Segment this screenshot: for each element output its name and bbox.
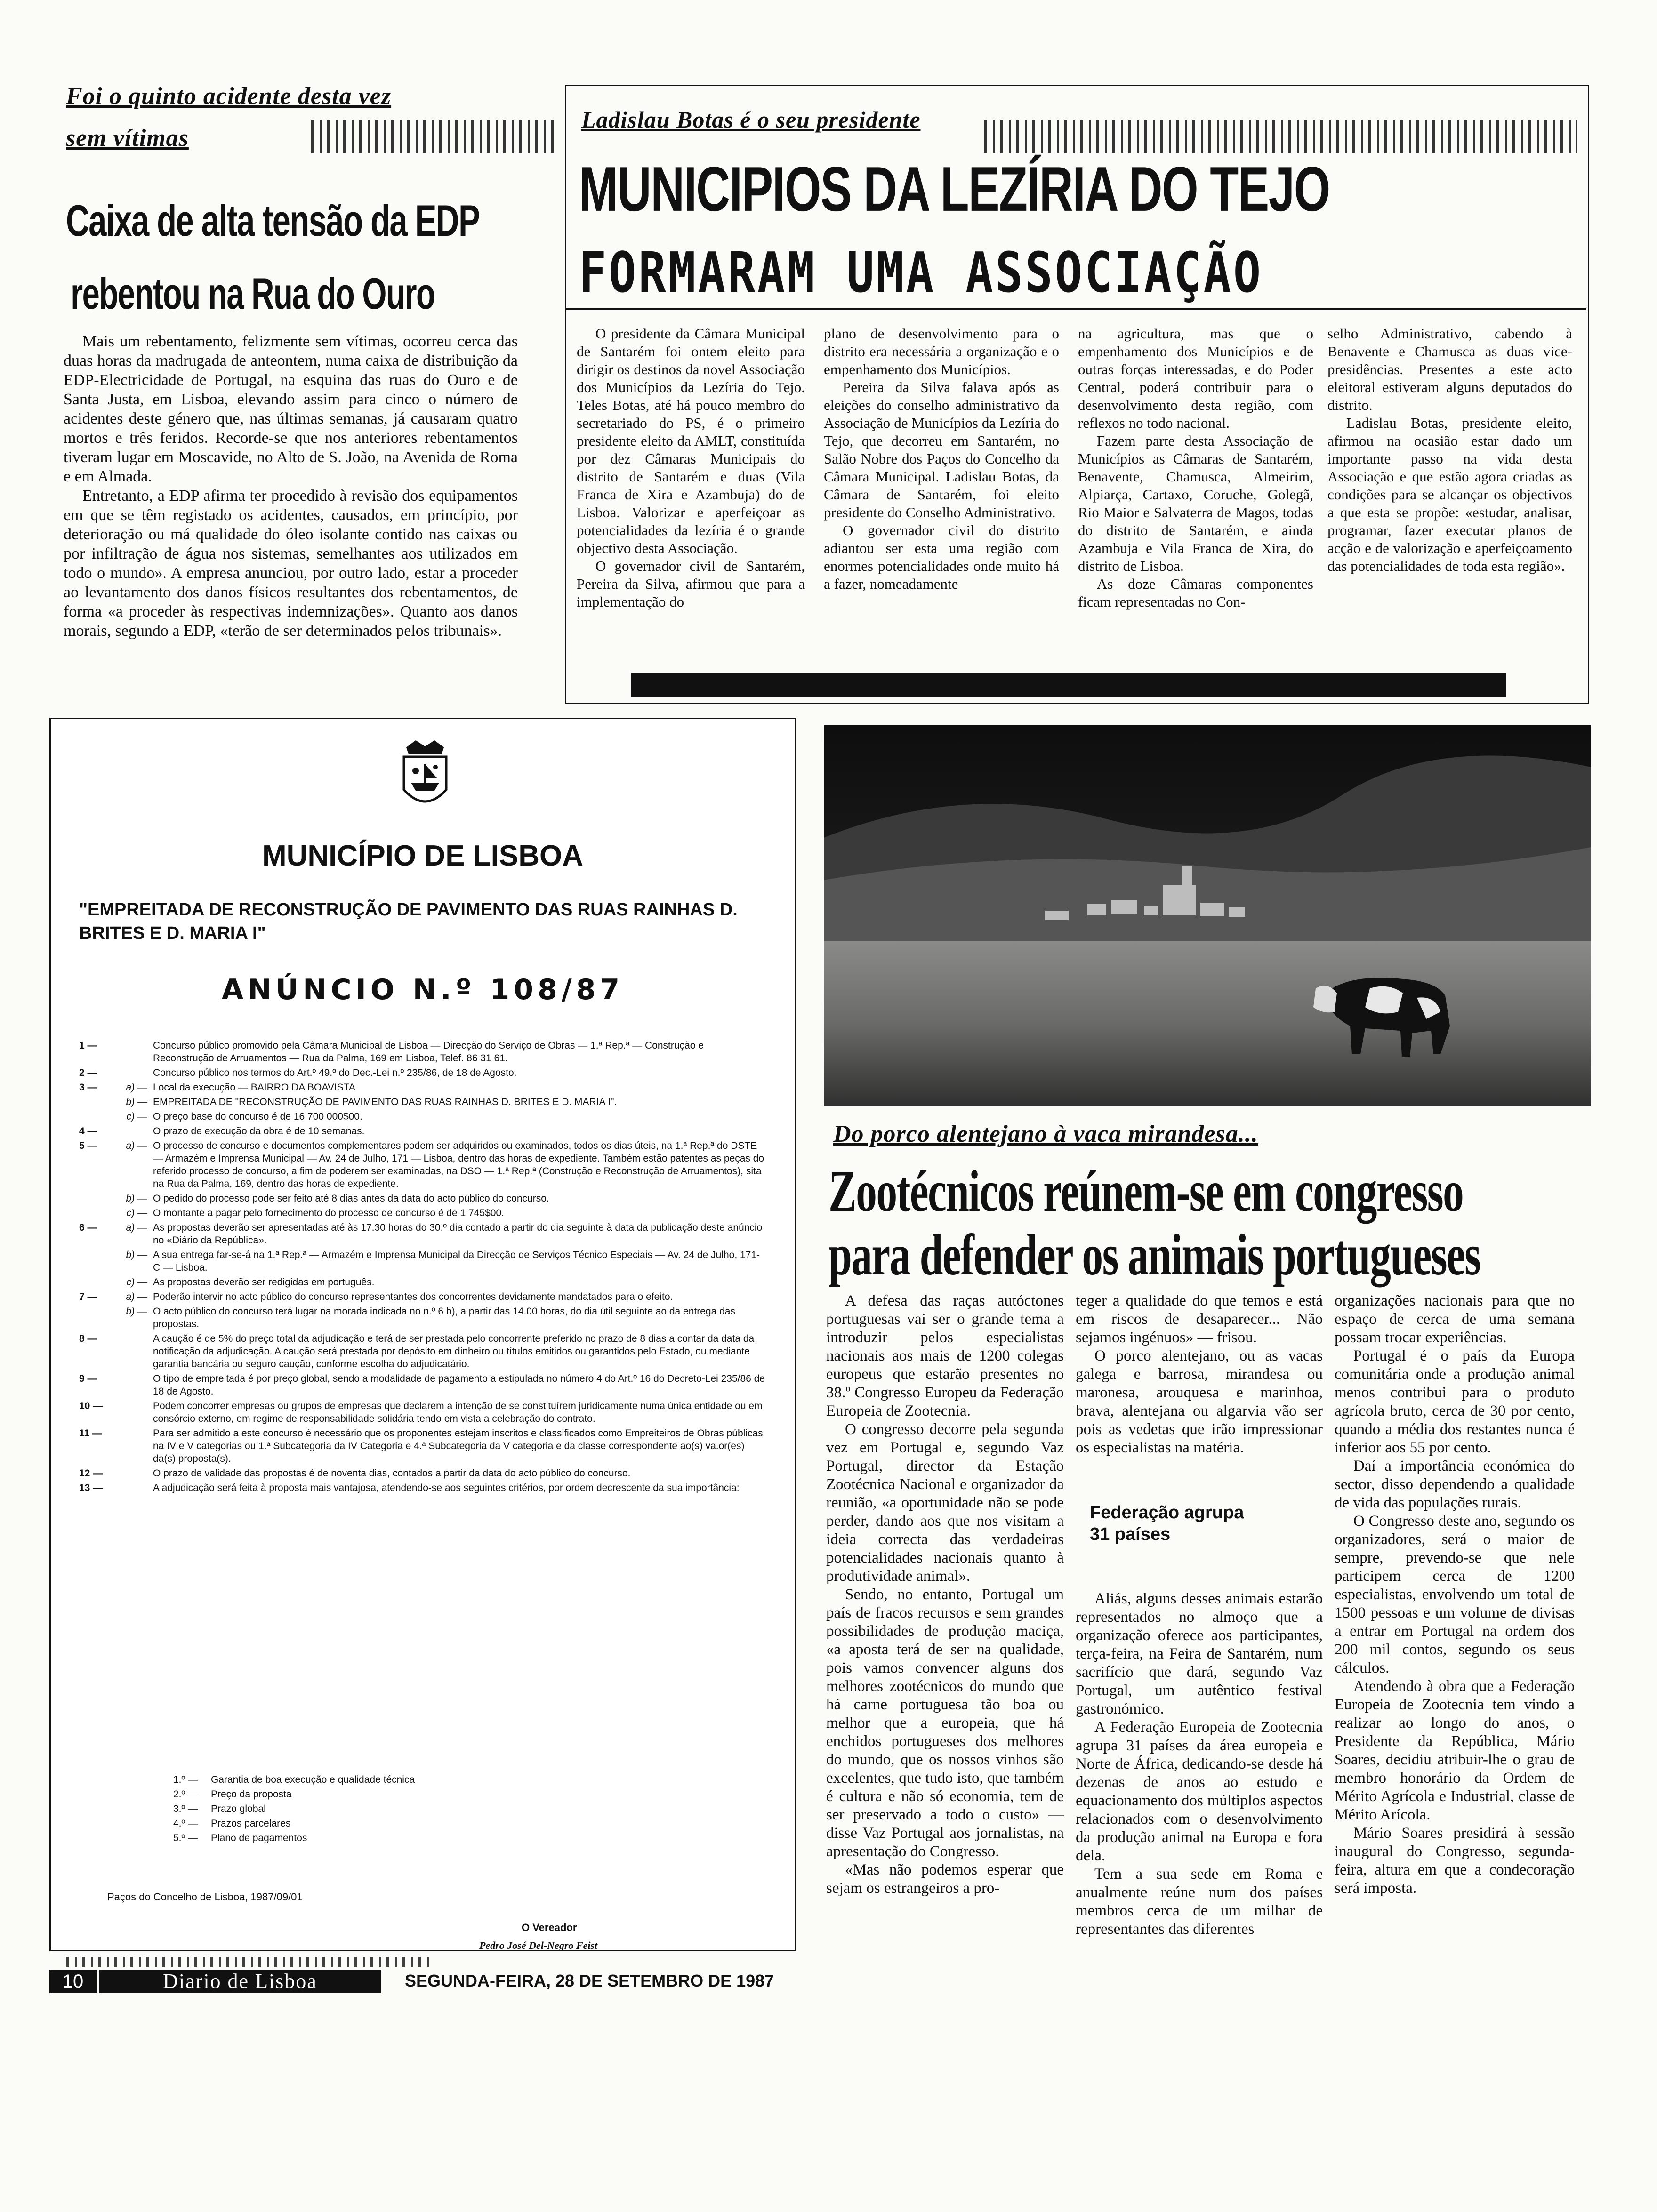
headline-municipios-line-2: FORMARAM UMA ASSOCIAÇÃO [579,240,1263,305]
ad-clause-text: Para ser admitido a este concurso é necessário que os proponentes estejam inscritos e classificados como Empreiteiros de Obras públicas na IV e V categorias ou 1.ª Subcategoria da IV Categoria e 4.ª Subcategoria da V categoria e da classe correspondente ao(s) va.or(es) da(s) proposta(s). [153,1428,763,1464]
ad-clauses [79,1039,766,1496]
ad-clause-sub: a) — [126,1222,147,1233]
zootecnia-col-1 [826,1292,1064,1898]
ad-clause [79,1372,766,1398]
article-paragraph: Fazem parte desta Associação de Municípios as Câmaras de Santarém, Benavente, Chamusca, Almeirim, Alpiarça, Cartaxo, Coruche, Golegã, Rio Maior e Salvaterra de Magos, todas do distrito de Santarém, e ainda Azambuja e Vila Franca de Xira, do distrito de Lisboa. [1078,433,1313,574]
ad-criterion-text: Prazos parcelares [211,1818,291,1829]
ad-clause [79,1096,766,1108]
ad-criterion [173,1817,597,1830]
ad-clause-text: O preço base do concurso é de 16 700 000$00. [153,1111,362,1122]
ad-clause [79,1192,766,1205]
article-paragraph: selho Administrativo, cabendo à Benavente e Chamusca as duas vice-presidências. Presentes a este acto eleitoral estiveram alguns deputados do distrito. [1327,325,1572,413]
ad-clause-sub: a) — [126,1140,147,1151]
footer-page-number-box [49,1970,97,1993]
ad-clause-text: Poderão intervir no acto público do concurso representantes dos concorrentes devidamente mandatados para o efeito. [153,1291,673,1302]
ad-criterion-text: Preço da proposta [211,1789,292,1800]
zootecnia-col-3 [1335,1292,1575,1898]
ad-notice-number: ANÚNCIO N.º 108/87 [221,973,624,1006]
article-paragraph: Aliás, alguns desses animais estarão representados no almoço que a organização oferece aos participantes, terça-feira, na Feira de Santarém, num sacrifício que dará, segundo Vaz Portugal, um autêntico festival gastronómico. [1076,1590,1323,1717]
ad-clause-sub: b) — [126,1306,147,1317]
article-paragraph: O congresso decorre pela segunda vez em Portugal e, segundo Vaz Portugal, director da Estação Zootécnica Nacional e organizador da reunião, «a oportunidade não se pode perder, dando aos que nos visitam a ideia correcta das verdadeiras potencialidades nacionais quanto à produtividade animal». [826,1421,1064,1585]
ad-clause-number: 13 — [79,1483,103,1493]
kicker-porco: Do porco alentejano à vaca mirandesa... [833,1121,1258,1147]
ad-criterion-rank: 2.º — [173,1789,198,1800]
kicker-line-2: sem vítimas [66,125,189,152]
article-paragraph: Entretanto, a EDP afirma ter procedido à revisão dos equipamentos em que se têm registado os acidentes, causados, em princípio, por deterioração ou má qualidade do óleo isolante contido nas caixas ou por infiltração de água nos sistemas, semelhantes aos utilizados em todo o mundo». A empresa anunciou, por outro lado, estar a proceder ao levantamento dos danos físicos resultantes dos rebentamentos, de forma «a proceder às respectivas indemnizações». Quanto aos danos morais, segundo a EDP, «terão de ser determinados pelos tribunais». [64,487,518,640]
ad-clause-text: As propostas deverão ser apresentadas até às 17.30 horas do 30.º dia contado a partir do dia seguinte à data da publicação deste anúncio no «Diário da República». [153,1222,763,1246]
landscape-with-cow-image [824,725,1591,1106]
article-paragraph: Mais um rebentamento, felizmente sem vítimas, ocorreu cerca das duas horas da madrugada de anteontem, numa caixa de distribuição da EDP-Electricidade de Portugal, na esquina das ruas do Ouro e de Santa Justa, em Lisboa, elevando assim para cinco o número de acidentes deste género que, nas últimas semanas, já causaram quatro mortos e três feridos. Recorde-se que nos anteriores rebentamentos tiveram lugar em Moscavide, no Alto de S. João, na Avenida de Roma e em Almada. [64,333,518,485]
lisbon-coat-of-arms-icon [397,738,453,818]
masthead: Diario de Lisboa [163,1970,317,1993]
ad-clause-sub: c) — [126,1208,147,1218]
ad-clause-sub: b) — [126,1250,147,1260]
ad-clause [79,1276,766,1289]
headline-zootecnicos-line-1: Zootécnicos reúnem-se em congresso [828,1159,1464,1225]
ad-clause [79,1039,766,1065]
ad-criterion [173,1773,597,1786]
ad-criterion [173,1803,597,1815]
ad-clause-text: A sua entrega far-se-á na 1.ª Rep.ª — Armazém e Imprensa Municipal da Direcção de Serviços Técnico Especiais — Av. 24 de Julho, 171-C — Lisboa. [153,1250,760,1273]
ad-signer-name: Pedro José Del-Negro Feist [479,1940,598,1951]
ad-clause-number: 12 — [79,1468,103,1479]
ad-clause-number: 9 — [79,1373,97,1384]
ad-clause-text: A adjudicação será feita à proposta mais vantajosa, atendendo-se aos seguintes critérios, por ordem decrescente da sua importância: [153,1483,740,1493]
article-paragraph: As doze Câmaras componentes ficam representadas no Con- [1078,576,1313,610]
ad-clause-number: 4 — [79,1126,97,1137]
ad-criterion-rank: 3.º — [173,1803,198,1814]
footer-decorative-strip [66,1957,433,1967]
ad-clause-sub: a) — [126,1291,147,1302]
subhead-line-2: 31 países [1090,1524,1171,1544]
degraded-print-strip [311,120,560,153]
ad-clause-sub [112,1039,153,1065]
ad-clause-text: Concurso público promovido pela Câmara Municipal de Lisboa — Direcção do Serviço de Obras — 1.ª Rep.ª — Construção e Reconstrução de Arruamentos — Rua da Palma, 169 em Lisboa, Telef. 86 31 61. [153,1040,704,1064]
ad-clause-number [79,1276,112,1289]
cow-field-photo [824,725,1591,1106]
ad-clause-sub: a) — [126,1082,147,1093]
ad-clause-number [79,1249,112,1274]
ad-clause-number [79,1192,112,1205]
article-paragraph: A Federação Europeia de Zootecnia agrupa 31 países da área europeia e Norte de África, dedicando-se desde há dezenas de anos ao estudo e equacionamento dos múltiplos aspectos relacionados com o desenvolvimento da produção animal na Europa e fora dela. [1076,1719,1323,1864]
article-paragraph: «Mas não podemos esperar que sejam os estrangeiros a pro- [826,1861,1064,1897]
ad-clause-number: 1 — [79,1040,97,1051]
ad-clause-sub [112,1332,153,1370]
ad-clause-number: 10 — [79,1401,103,1411]
ad-criterion-rank: 1.º — [173,1774,198,1785]
article-paragraph: A defesa das raças autóctones portuguesas vai ser o grande tema a introduzir pelos especialistas nacionais aos mais de 1200 colegas europeus que estarão presentes no 38.º Congresso Europeu da Federação Europeia de Zootecnia. [826,1292,1064,1419]
article-paragraph: O governador civil de Santarém, Pereira da Silva, afirmou que para a implementação do [577,558,805,610]
ad-clause-text: As propostas deverão ser redigidas em português. [153,1277,375,1288]
ad-clause [79,1305,766,1330]
article-paragraph: Pereira da Silva falava após as eleições do conselho administrativo da Associação de Municípios da Lezíria do Tejo, que decorreu em Santarém, no Salão Nobre dos Paços do Concelho da Câmara Municipal. Ladislau Botas, da Câmara de Santarém, foi eleito presidente do Conselho Administrativo. [824,379,1059,521]
ad-clause [79,1249,766,1274]
ad-criterion-text: Garantia de boa execução e qualidade técnica [211,1774,415,1785]
article-paragraph: teger a qualidade do que temos e está em riscos de desaparecer... Não sejamos ingénuos» — frisou. [1076,1292,1323,1346]
ad-clause-number [79,1305,112,1330]
ad-clause-number: 8 — [79,1333,97,1344]
ad-clause-number: 11 — [79,1428,103,1439]
association-col-3 [1078,325,1313,611]
association-col-2 [824,325,1059,593]
article-paragraph: na agricultura, mas que o empenhamento dos Municípios e de outras forças interessadas, e do Poder Central, poderá contribuir para o desenvolvimento desta região, com reflexos no todo nacional. [1078,325,1313,431]
ad-clause-text: A caução é de 5% do preço total da adjudicação e terá de ser prestada pelo concorrente preferido no prazo de 8 dias a contar da data da notificação da adjudicação. A caução será prestada por depósito em dinheiro ou títulos emitidos ou garantidos pelo Estado, ou mediante garantia bancária ou seguro caução, conforme escolha do adjudicatário. [153,1333,755,1370]
ad-criterion [173,1832,597,1844]
article-paragraph: O porco alentejano, ou as vacas galega e barrosa, mirandesa ou maronesa, arouquesa e marinhoa, brava, alentejana ou algarvia vão ser pois as vedetas que irão impressionar os especialistas na matéria. [1076,1347,1323,1456]
ad-clause-sub [112,1066,153,1079]
kicker-line-1: Foi o quinto acidente desta vez [66,83,392,110]
ad-clause [79,1207,766,1219]
association-bottom-bar [631,673,1506,697]
article-paragraph: Daí a importância económica do sector, disso dependendo a qualidade de vida das populações rurais. [1335,1458,1575,1511]
ad-place-date: Paços do Concelho de Lisboa, 1987/09/01 [107,1891,303,1903]
ad-clause-sub [112,1482,153,1494]
headline-underline [565,308,1586,310]
lisbon-ad-box [49,718,796,1951]
ad-clause-text: Local da execução — BAIRRO DA BOAVISTA [153,1082,355,1093]
ad-clause-number: 5 — [79,1140,97,1151]
ad-clause-text: EMPREITADA DE "RECONSTRUÇÃO DE PAVIMENTO DAS RUAS RAINHAS D. BRITES E D. MARIA I". [153,1097,617,1107]
article-paragraph: O governador civil do distrito adiantou ser esta uma região com enormes potencialidades onde muito há a fazer, nomeadamente [824,522,1059,592]
ad-clause [79,1221,766,1247]
ad-clause [79,1482,766,1494]
ad-criterion-text: Plano de pagamentos [211,1833,307,1843]
article-paragraph: Portugal é o país da Europa comunitária onde a produção animal menos contribui para o produto agrícola bruto, cerca de 30 por cento, quando a média dos restantes nunca é inferior aos 55 por cento. [1335,1347,1575,1456]
ad-clause-text: O pedido do processo pode ser feito até 8 dias antes da data do acto público do concurso. [153,1193,549,1204]
ad-clause [79,1081,766,1094]
article-paragraph: Sendo, no entanto, Portugal um país de fracos recursos e sem grandes possibilidades de produção maciça, «a aposta terá de ser na qualidade, pois vamos convencer alguns dos melhores zootécnicos do mundo que há carne portuguesa tão boa ou melhor que a europeia, que há enchidos portugueses dos melhores do mundo, que os nossos vinhos são excelentes, que tudo isto, que também é cultura e não só economia, tem de ser preservado a todo o custo» — disse Vaz Portugal aos jornalistas, na apresentação do Congresso. [826,1586,1064,1860]
ad-clause-text: O prazo de validade das propostas é de noventa dias, contados a partir da data do acto público do concurso. [153,1468,631,1479]
ad-criterion-rank: 4.º — [173,1818,198,1829]
article-paragraph: Atendendo à obra que a Federação Europeia de Zootecnia tem vindo a realizar ao longo do anos, o Presidente da República, Mário Soares, decidiu atribuir-lhe o grau de membro honorário da Ordem de Mérito Agrícola e Industrial, classe de Mérito Arícola. [1335,1678,1575,1823]
ad-clause [79,1400,766,1425]
subhead-federacion [1076,1502,1323,1545]
article-paragraph: organizações nacionais para que no espaço de cerca de uma semana possam trocar experiências. [1335,1292,1575,1346]
ad-clause-text: O montante a pagar pelo fornecimento do processo de concurso é de 1 745$00. [153,1208,504,1218]
footer-date: SEGUNDA-FEIRA, 28 DE SETEMBRO DE 1987 [405,1971,774,1990]
ad-clause [79,1139,766,1190]
article-paragraph: Tem a sua sede em Roma e anualmente reúne num dos países membros cerca de um milhar de representantes das diferentes [1076,1866,1323,1938]
association-col-4 [1327,325,1572,575]
ad-clause-sub [112,1400,153,1425]
ad-criterion-rank: 5.º — [173,1833,198,1843]
headline-municipios-line-1: MUNICIPIOS DA LEZÍRIA DO TEJO [579,154,1330,225]
ad-clause-number: 2 — [79,1067,97,1078]
ad-clause [79,1125,766,1138]
ad-clause-text: O acto público do concurso terá lugar na morada indicada no n.º 6 b), a partir das 14.00 horas, do dia útil seguinte ao da entrega das propostas. [153,1306,735,1330]
ad-clause-number [79,1207,112,1219]
ad-clause [79,1066,766,1079]
article-paragraph: plano de desenvolvimento para o distrito era necessária a organização e o empenhamento dos Municípios. [824,325,1059,377]
ad-clause [79,1110,766,1123]
association-col-1 [577,325,805,611]
ad-clause [79,1467,766,1480]
ad-clause-number: 6 — [79,1222,97,1233]
ad-clause-sub: b) — [126,1193,147,1204]
footer-masthead-box [99,1970,381,1993]
ad-clause-number [79,1110,112,1123]
article-paragraph: O Congresso deste ano, segundo os organizadores, será o maior de sempre, prevendo-se que nele participem cerca de 1200 especialistas, envolvendo um total de 1500 pessoas e um volume de divisas a entrar em Portugal na ordem dos 200 mil contos, segundo os seus cálculos. [1335,1513,1575,1676]
ad-clause-sub: c) — [126,1111,147,1122]
ad-signer-title: O Vereador [522,1922,577,1933]
headline-edp-line-1: Caixa de alta tensão da EDP [66,196,480,246]
article-edp-body [64,332,518,641]
kicker-ladislau: Ladislau Botas é o seu presidente [581,106,921,133]
headline-edp-line-2: rebentou na Rua do Ouro [71,269,435,319]
ad-title: MUNICÍPIO DE LISBOA [262,840,584,872]
ad-clause-text: O prazo de execução da obra é de 10 semanas. [153,1126,365,1137]
ad-clause-sub [112,1372,153,1398]
ad-clause-sub [112,1427,153,1465]
article-paragraph: O presidente da Câmara Municipal de Santarém foi ontem eleito para dirigir os destinos da novel Associação dos Municípios da Lezíria do Tejo. Teles Botas, até há pouco membro do secretariado do PS, é o primeiro presidente eleito da AMLT, constituída por dez Câmaras Municipais do distrito de Santarém e duas (Vila Franca de Xira e Azambuja) do de Lisboa. Valorizar e aperfeiçoar as potencialidades da lezíria é o grande objectivo desta Associação. [577,325,805,556]
ad-clause [79,1332,766,1370]
ad-clause-sub: c) — [126,1277,147,1288]
ad-subtitle: "EMPREITADA DE RECONSTRUÇÃO DE PAVIMENTO DAS RUAS RAINHAS D. BRITES E D. MARIA I" [79,900,738,943]
article-paragraph: Ladislau Botas, presidente eleito, afirmou na ocasião estar dado um importante passo na vida desta Associação e que estão agora criadas as condições para se alcançar os objectivos a que esta se propõe: «estudar, analisar, programar, fazer executar planos de acção e de valorização e aperfeiçoamento das potencialidades de toda esta região». [1327,415,1572,574]
ad-criterion [173,1788,597,1801]
ad-clause-sub: b) — [126,1097,147,1107]
ad-clause-number [79,1096,112,1108]
ad-clause-text: Podem concorrer empresas ou grupos de empresas que declarem a intenção de se constituírem juridicamente numa única entidade ou em consórcio externo, em regime de responsabilidade solidária tendo em vista a celebração do contrato. [153,1401,763,1424]
zootecnia-col-2 [1076,1292,1323,1939]
ad-clause-sub [112,1467,153,1480]
ad-clause-sub [112,1125,153,1138]
ad-clause-number: 7 — [79,1291,97,1302]
subhead-line-1: Federação agrupa [1090,1503,1244,1523]
ad-clause-text: O processo de concurso e documentos complementares podem ser adquiridos ou examinados, todos os dias úteis, na 1.ª Rep.ª do DSTE — Armazém e Imprensa Municipal — Av. 24 de Julho, 171 — Lisboa, dentro das horas de expediente. Também estão patentes as peças do referido processo de concurso, a fim de poderem ser examinadas, na DSO — 1.ª Rep.ª (Construção e Reconstrução de Arruamentos), sita na Rua da Palma, 169, dentro das horas de expediente. [153,1140,764,1189]
ad-clause-text: O tipo de empreitada é por preço global, sendo a modalidade de pagamento a estipulada no número 4 do Art.º 16 do Decreto-Lei 235/86 de 18 de Agosto. [153,1373,765,1397]
ad-criterion-text: Prazo global [211,1803,266,1814]
headline-zootecnicos-line-2: para defender os animais portugueses [828,1222,1480,1288]
ad-clause-number: 3 — [79,1082,97,1093]
article-paragraph: Mário Soares presidirá à sessão inaugural do Congresso, segunda-feira, altura em que a condecoração será imposta. [1335,1825,1575,1897]
ad-clause [79,1290,766,1303]
ad-clause-text: Concurso público nos termos do Art.º 49.º do Dec.-Lei n.º 235/86, de 18 de Agosto. [153,1067,517,1078]
page-number: 10 [62,1971,84,1992]
ad-criteria [173,1773,597,1846]
ad-clause [79,1427,766,1465]
